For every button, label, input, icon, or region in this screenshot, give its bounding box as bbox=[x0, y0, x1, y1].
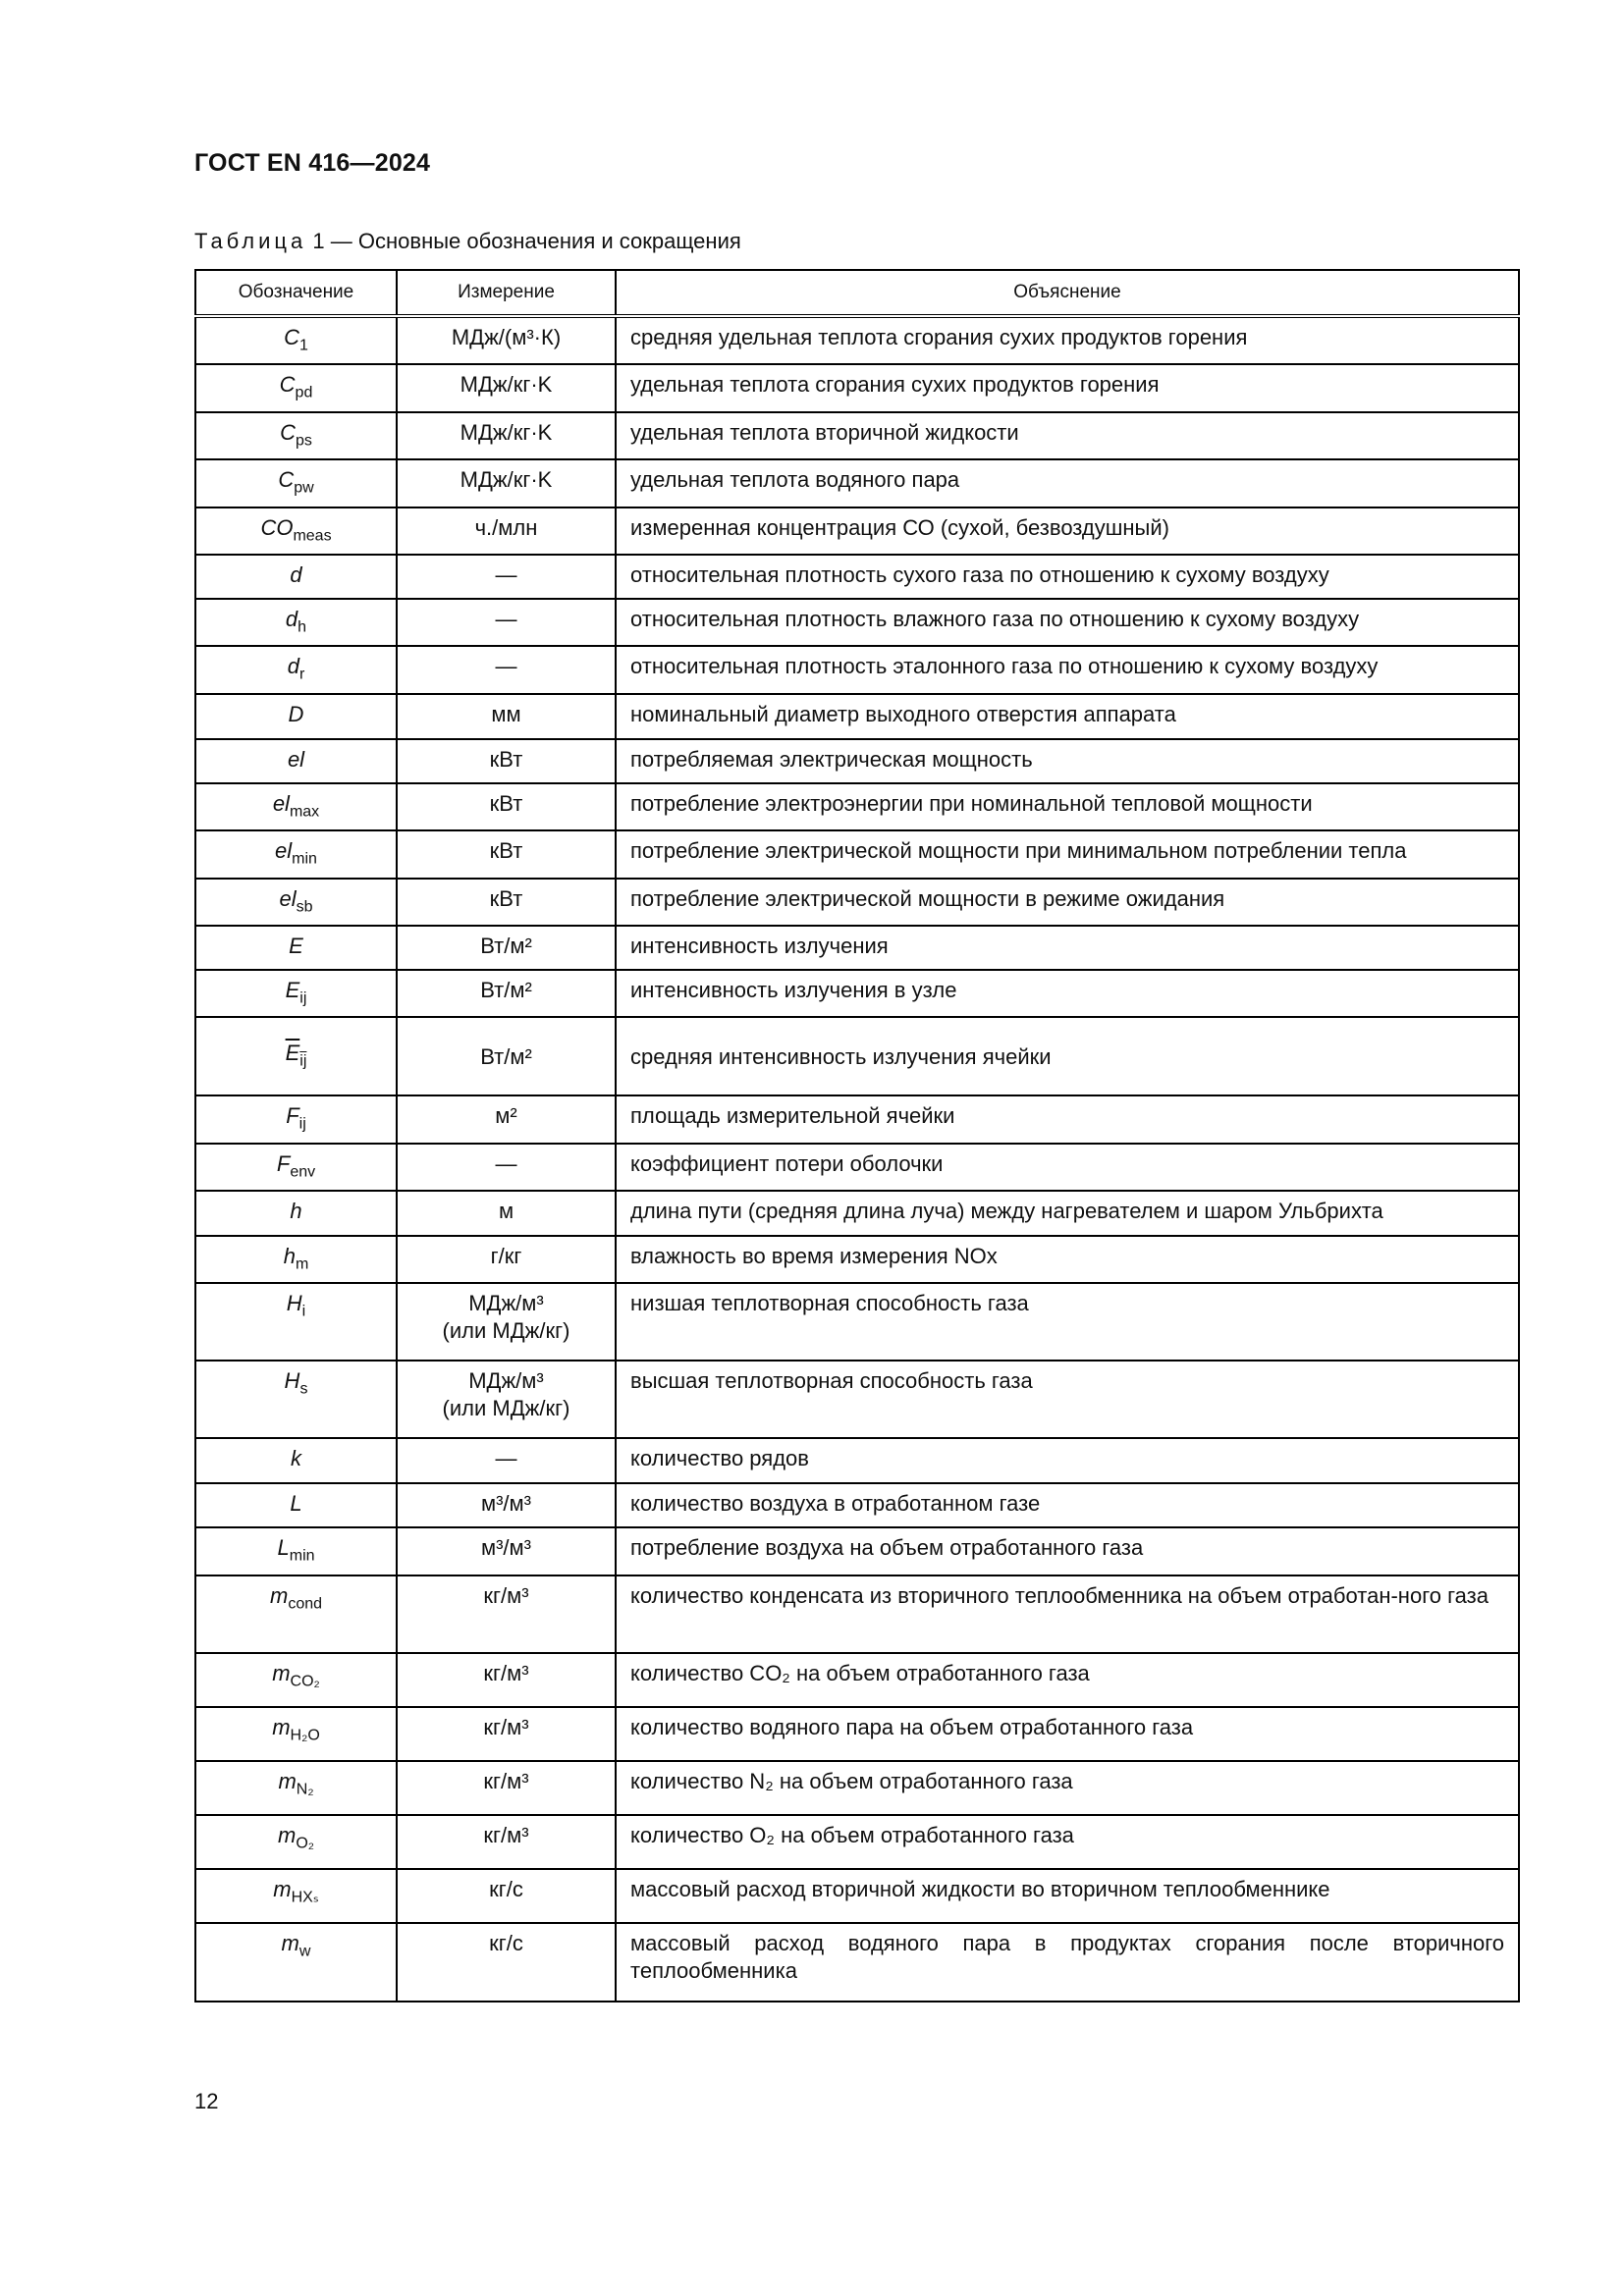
symbol-main: D bbox=[288, 701, 304, 726]
unit-cell bbox=[397, 1095, 616, 1143]
symbol-main: el bbox=[279, 885, 297, 911]
explanation-cell: интенсивность излучения в узле bbox=[616, 970, 1519, 1017]
table-row bbox=[195, 1575, 1519, 1653]
unit-text: м bbox=[498, 1199, 514, 1224]
column-header-symbol: Обозначение bbox=[195, 270, 397, 316]
table-header-row bbox=[195, 270, 1519, 316]
symbol-subscript: cond bbox=[288, 1595, 323, 1613]
symbol-main: m bbox=[273, 1876, 292, 1901]
table-row bbox=[195, 1017, 1519, 1095]
explanation-cell: массовый расход вторичной жидкости во вторичном теплообменнике bbox=[616, 1869, 1519, 1923]
explanation-cell: средняя удельная теплота сгорания сухих продуктов горения bbox=[616, 316, 1519, 364]
unit-text: м³/м³ bbox=[480, 1535, 531, 1561]
symbol-cell bbox=[195, 1483, 397, 1527]
unit-cell bbox=[397, 316, 616, 364]
table-row bbox=[195, 555, 1519, 599]
symbol-subscript: env bbox=[290, 1163, 316, 1181]
symbol-cell bbox=[195, 1869, 397, 1923]
unit-text: м² bbox=[495, 1103, 517, 1129]
unit-cell bbox=[397, 412, 616, 459]
symbol-cell bbox=[195, 830, 397, 878]
table-body bbox=[195, 316, 1519, 2002]
unit-cell bbox=[397, 507, 616, 555]
unit-text: МДж/кг·K bbox=[460, 372, 553, 398]
symbol-subscript: min bbox=[292, 850, 317, 868]
symbol-subscript: min bbox=[289, 1547, 315, 1565]
symbol-cell bbox=[195, 316, 397, 364]
unit-cell bbox=[397, 1869, 616, 1923]
unit-text: МДж/м³ bbox=[468, 1368, 544, 1394]
unit-cell bbox=[397, 739, 616, 783]
unit-cell bbox=[397, 1707, 616, 1761]
unit-cell bbox=[397, 1438, 616, 1483]
unit-text: — bbox=[495, 561, 517, 587]
symbol-subscript: ij bbox=[299, 1052, 307, 1070]
symbol-cell bbox=[195, 1236, 397, 1283]
symbol-cell bbox=[195, 926, 397, 970]
unit-text: кг/с bbox=[489, 1876, 523, 1901]
unit-cell bbox=[397, 1361, 616, 1438]
unit-cell bbox=[397, 1575, 616, 1653]
symbol-main: m bbox=[278, 1768, 297, 1793]
page-number: 12 bbox=[194, 2089, 219, 2113]
symbol-cell bbox=[195, 599, 397, 646]
symbol-cell bbox=[195, 783, 397, 830]
symbol-cell bbox=[195, 970, 397, 1017]
symbol-main: C bbox=[278, 467, 295, 493]
table-row bbox=[195, 926, 1519, 970]
unit-text-alt: (или МДж/кг) bbox=[442, 1396, 570, 1421]
table-row bbox=[195, 1653, 1519, 1707]
symbol-cell bbox=[195, 364, 397, 411]
symbol-main: h bbox=[290, 1199, 302, 1224]
symbol-subscript: H₂O bbox=[290, 1727, 320, 1744]
symbol-cell bbox=[195, 555, 397, 599]
table-row bbox=[195, 316, 1519, 364]
table-row bbox=[195, 1483, 1519, 1527]
symbol-subscript: sb bbox=[296, 897, 313, 915]
unit-cell bbox=[397, 1017, 616, 1095]
unit-text: Вт/м² bbox=[480, 1044, 532, 1070]
explanation-cell: номинальный диаметр выходного отверстия аппарата bbox=[616, 694, 1519, 739]
explanation-cell: удельная теплота водяного пара bbox=[616, 459, 1519, 507]
symbol-main: CO bbox=[260, 514, 294, 540]
unit-text: кг/м³ bbox=[483, 1660, 529, 1685]
table-row bbox=[195, 364, 1519, 411]
explanation-cell: количество O₂ на объем отработанного газа bbox=[616, 1815, 1519, 1869]
explanation-cell: измеренная концентрация СО (сухой, безвоздушный) bbox=[616, 507, 1519, 555]
table-row bbox=[195, 830, 1519, 878]
unit-text: кВт bbox=[489, 838, 523, 864]
column-header-explanation: Объяснение bbox=[616, 270, 1519, 316]
symbol-main: E bbox=[285, 977, 300, 1002]
explanation-cell: массовый расход водяного пара в продуктах сгорания после вторичного теплообменника bbox=[616, 1923, 1519, 2002]
symbol-main: H bbox=[284, 1368, 300, 1394]
unit-cell bbox=[397, 1527, 616, 1575]
symbol-cell bbox=[195, 1923, 397, 2002]
unit-cell bbox=[397, 646, 616, 693]
symbol-main: el bbox=[272, 790, 290, 816]
table-row bbox=[195, 1283, 1519, 1361]
unit-text: кВт bbox=[489, 746, 523, 772]
symbol-subscript: meas bbox=[293, 526, 332, 544]
symbol-subscript: ij bbox=[299, 989, 307, 1007]
symbol-cell bbox=[195, 1283, 397, 1361]
table-row bbox=[195, 1144, 1519, 1191]
unit-cell bbox=[397, 879, 616, 926]
explanation-cell: потребление электроэнергии при номинальной тепловой мощности bbox=[616, 783, 1519, 830]
table-row bbox=[195, 1869, 1519, 1923]
explanation-cell: потребляемая электрическая мощность bbox=[616, 739, 1519, 783]
table-row bbox=[195, 1361, 1519, 1438]
explanation-cell: потребление электрической мощности при минимальном потреблении тепла bbox=[616, 830, 1519, 878]
symbol-cell bbox=[195, 1707, 397, 1761]
unit-cell bbox=[397, 1236, 616, 1283]
unit-cell bbox=[397, 1815, 616, 1869]
symbol-subscript: CO₂ bbox=[290, 1673, 320, 1690]
table-row bbox=[195, 646, 1519, 693]
unit-cell bbox=[397, 970, 616, 1017]
unit-text: кг/м³ bbox=[483, 1582, 529, 1608]
symbol-subscript: w bbox=[298, 1943, 311, 1960]
unit-text: кг/м³ bbox=[483, 1768, 529, 1793]
table-row bbox=[195, 1095, 1519, 1143]
symbol-cell bbox=[195, 1191, 397, 1236]
explanation-cell: количество рядов bbox=[616, 1438, 1519, 1483]
symbol-main: C bbox=[279, 372, 296, 398]
explanation-cell: количество водяного пара на объем отработанного газа bbox=[616, 1707, 1519, 1761]
unit-text: МДж/кг·K bbox=[460, 419, 553, 445]
unit-text: ч./млн bbox=[474, 514, 538, 540]
explanation-cell: количество N₂ на объем отработанного газа bbox=[616, 1761, 1519, 1815]
unit-cell bbox=[397, 783, 616, 830]
unit-text: — bbox=[495, 1446, 517, 1471]
explanation-cell: интенсивность излучения bbox=[616, 926, 1519, 970]
unit-text: мм bbox=[491, 701, 521, 726]
unit-cell bbox=[397, 1144, 616, 1191]
symbol-subscript: HXₛ bbox=[291, 1889, 319, 1906]
symbol-subscript: r bbox=[298, 666, 305, 683]
symbol-main: m bbox=[278, 1822, 297, 1847]
symbol-cell bbox=[195, 459, 397, 507]
unit-cell bbox=[397, 364, 616, 411]
table-row bbox=[195, 507, 1519, 555]
symbol-main: $\overline{E}$ bbox=[285, 1041, 300, 1066]
unit-cell bbox=[397, 1653, 616, 1707]
symbol-cell bbox=[195, 507, 397, 555]
symbol-subscript: m bbox=[295, 1255, 309, 1273]
table-row bbox=[195, 739, 1519, 783]
table-caption bbox=[194, 229, 741, 254]
unit-text: — bbox=[495, 606, 517, 631]
explanation-cell: количество CO₂ на объем отработанного газа bbox=[616, 1653, 1519, 1707]
symbol-subscript: ps bbox=[295, 432, 312, 450]
unit-cell bbox=[397, 599, 616, 646]
explanation-cell: влажность во время измерения NOx bbox=[616, 1236, 1519, 1283]
unit-text: кг/м³ bbox=[483, 1714, 529, 1739]
symbol-subscript: pw bbox=[294, 479, 314, 497]
unit-cell bbox=[397, 1761, 616, 1815]
table-row bbox=[195, 1191, 1519, 1236]
unit-text: кВт bbox=[489, 885, 523, 911]
explanation-cell: относительная плотность сухого газа по отношению к сухому воздуху bbox=[616, 555, 1519, 599]
table-caption-number: 1 bbox=[312, 229, 325, 253]
unit-cell bbox=[397, 694, 616, 739]
unit-text: г/кг bbox=[490, 1244, 522, 1269]
explanation-cell: количество конденсата из вторичного теплообменника на объем отработан-ного газа bbox=[616, 1575, 1519, 1653]
symbol-cell bbox=[195, 1653, 397, 1707]
symbol-main: m bbox=[272, 1660, 291, 1685]
symbol-main: d bbox=[290, 561, 302, 587]
table-row bbox=[195, 879, 1519, 926]
unit-text: — bbox=[495, 654, 517, 679]
symbol-main: d bbox=[285, 606, 298, 631]
table-caption-title: — Основные обозначения и сокращения bbox=[330, 229, 741, 253]
symbol-cell bbox=[195, 1095, 397, 1143]
symbol-cell bbox=[195, 1575, 397, 1653]
symbol-cell bbox=[195, 1144, 397, 1191]
symbol-cell bbox=[195, 646, 397, 693]
unit-cell bbox=[397, 1483, 616, 1527]
symbol-main: C bbox=[280, 419, 296, 445]
explanation-cell: низшая теплотворная способность газа bbox=[616, 1283, 1519, 1361]
symbol-subscript: i bbox=[301, 1303, 306, 1320]
symbol-main: L bbox=[290, 1491, 302, 1517]
symbol-cell bbox=[195, 1527, 397, 1575]
table-row bbox=[195, 970, 1519, 1017]
symbol-cell bbox=[195, 1761, 397, 1815]
table-row bbox=[195, 694, 1519, 739]
symbol-main: k bbox=[291, 1446, 301, 1471]
symbol-main: m bbox=[281, 1930, 299, 1955]
explanation-cell: потребление электрической мощности в режиме ожидания bbox=[616, 879, 1519, 926]
symbol-main: H bbox=[286, 1291, 302, 1316]
unit-cell bbox=[397, 1923, 616, 2002]
unit-cell bbox=[397, 555, 616, 599]
table-row bbox=[195, 1236, 1519, 1283]
symbol-subscript: h bbox=[298, 618, 307, 636]
document-code: ГОСТ EN 416—2024 bbox=[194, 149, 431, 177]
explanation-cell: удельная теплота сгорания сухих продуктов горения bbox=[616, 364, 1519, 411]
symbol-cell bbox=[195, 1361, 397, 1438]
table-row bbox=[195, 1923, 1519, 2002]
symbol-subscript: 1 bbox=[298, 337, 308, 354]
unit-text: — bbox=[495, 1150, 517, 1176]
symbol-cell bbox=[195, 1815, 397, 1869]
table-caption-label: Таблица bbox=[194, 229, 307, 253]
explanation-cell: относительная плотность эталонного газа по отношению к сухому воздуху bbox=[616, 646, 1519, 693]
explanation-cell: коэффициент потери оболочки bbox=[616, 1144, 1519, 1191]
table-row bbox=[195, 1527, 1519, 1575]
table-row bbox=[195, 459, 1519, 507]
table-row bbox=[195, 1707, 1519, 1761]
symbol-main: d bbox=[287, 654, 299, 679]
explanation-cell: средняя интенсивность излучения ячейки bbox=[616, 1017, 1519, 1095]
symbol-subscript: max bbox=[289, 803, 320, 821]
symbol-cell bbox=[195, 879, 397, 926]
symbol-main: el bbox=[275, 838, 293, 864]
symbol-cell bbox=[195, 412, 397, 459]
unit-cell bbox=[397, 459, 616, 507]
symbol-cell bbox=[195, 739, 397, 783]
column-header-unit: Измерение bbox=[397, 270, 616, 316]
symbol-main: F bbox=[276, 1150, 291, 1176]
symbol-cell bbox=[195, 1438, 397, 1483]
unit-text: м³/м³ bbox=[480, 1491, 531, 1517]
unit-cell bbox=[397, 830, 616, 878]
symbol-subscript: O₂ bbox=[296, 1835, 314, 1852]
symbol-subscript: pd bbox=[295, 384, 313, 401]
symbol-main: m bbox=[272, 1714, 291, 1739]
table-row bbox=[195, 1815, 1519, 1869]
explanation-cell: удельная теплота вторичной жидкости bbox=[616, 412, 1519, 459]
unit-cell bbox=[397, 926, 616, 970]
unit-text: Вт/м² bbox=[480, 977, 532, 1002]
explanation-cell: относительная плотность влажного газа по отношению к сухому воздуху bbox=[616, 599, 1519, 646]
symbol-subscript: ij bbox=[298, 1115, 306, 1133]
symbol-main: h bbox=[283, 1244, 296, 1269]
table-row bbox=[195, 412, 1519, 459]
explanation-cell: высшая теплотворная способность газа bbox=[616, 1361, 1519, 1438]
symbol-main: el bbox=[287, 746, 305, 772]
explanation-cell: длина пути (средняя длина луча) между нагревателем и шаром Ульбрихта bbox=[616, 1191, 1519, 1236]
symbol-main: F bbox=[286, 1103, 299, 1129]
unit-cell bbox=[397, 1283, 616, 1361]
unit-text: кг/м³ bbox=[483, 1822, 529, 1847]
table-row bbox=[195, 1438, 1519, 1483]
symbol-subscript: N₂ bbox=[296, 1781, 314, 1798]
unit-text: МДж/м³ bbox=[468, 1291, 544, 1316]
unit-cell bbox=[397, 1191, 616, 1236]
table-row bbox=[195, 783, 1519, 830]
unit-text-alt: (или МДж/кг) bbox=[442, 1318, 570, 1344]
symbols-table bbox=[194, 269, 1520, 2002]
explanation-cell: количество воздуха в отработанном газе bbox=[616, 1483, 1519, 1527]
symbol-cell bbox=[195, 1017, 397, 1095]
unit-text: МДж/кг·K bbox=[460, 467, 553, 493]
table-row bbox=[195, 599, 1519, 646]
symbol-main: E bbox=[289, 933, 303, 958]
table-row bbox=[195, 1761, 1519, 1815]
explanation-cell: потребление воздуха на объем отработанного газа bbox=[616, 1527, 1519, 1575]
symbol-main: m bbox=[269, 1582, 289, 1608]
symbol-main: L bbox=[277, 1535, 290, 1561]
symbol-cell bbox=[195, 694, 397, 739]
symbol-main: C bbox=[284, 325, 299, 349]
unit-text: кг/с bbox=[489, 1930, 523, 1955]
unit-text: Вт/м² bbox=[480, 933, 532, 958]
unit-text: МДж/(м³·К) bbox=[451, 325, 562, 349]
symbol-subscript: s bbox=[299, 1380, 308, 1398]
explanation-cell: площадь измерительной ячейки bbox=[616, 1095, 1519, 1143]
unit-text: кВт bbox=[489, 790, 523, 816]
